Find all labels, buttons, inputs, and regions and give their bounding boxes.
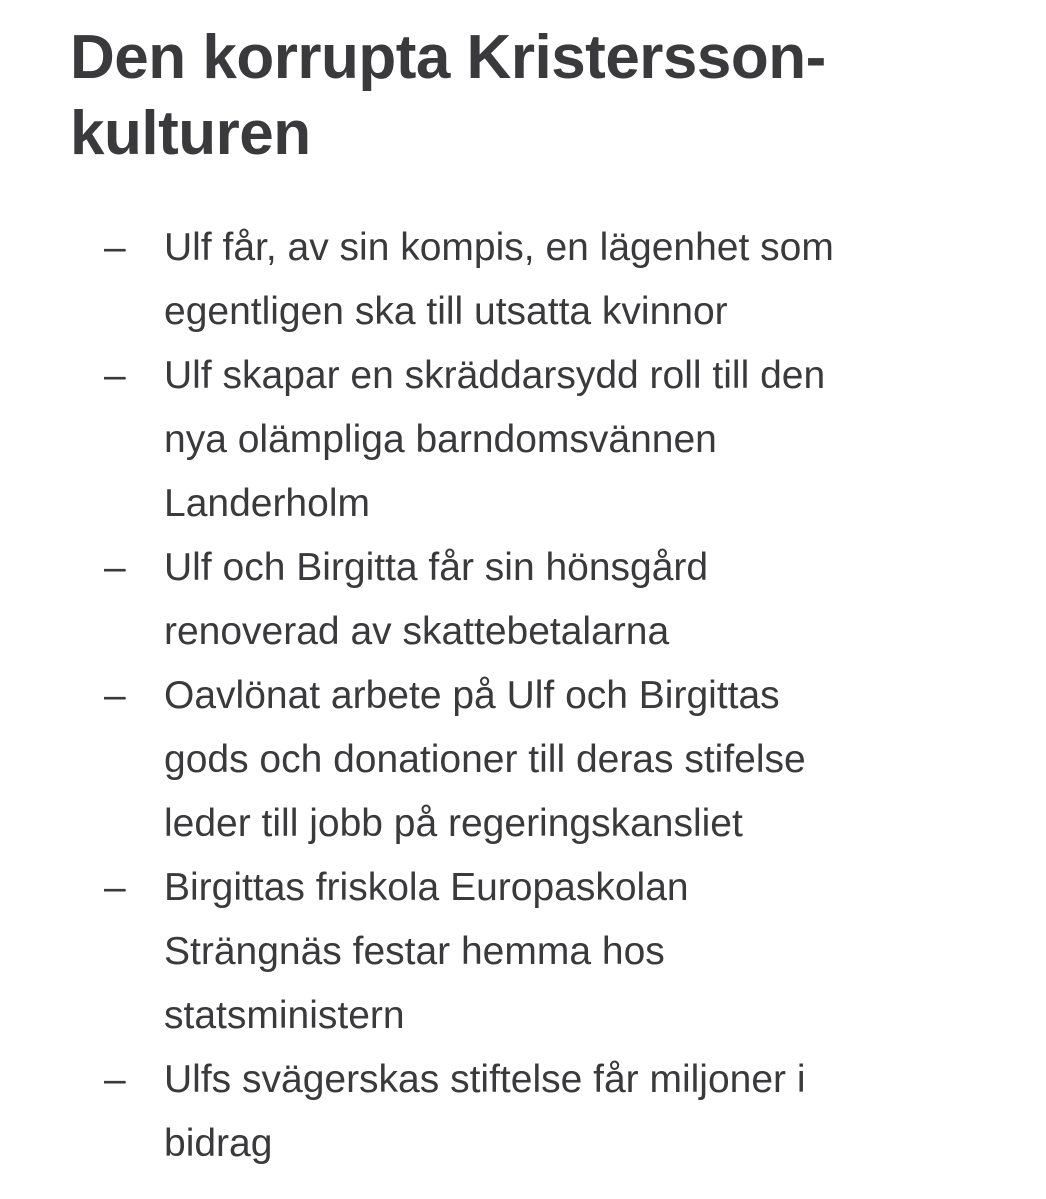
list-item-text: Ulfs svägerskas stiftelse får miljoner i bidrag bbox=[164, 1058, 806, 1165]
list-item-text: Ulf får, av sin kompis, en lägenhet som egentligen ska till utsatta kvinnor bbox=[164, 226, 834, 333]
list-item bbox=[0, 856, 1046, 1048]
list-item-text: Ulf skapar en skräddarsydd roll till den nya olämpliga barndomsvännen Landerholm bbox=[164, 354, 826, 525]
dash-bullet: – bbox=[104, 354, 126, 397]
dash-bullet: – bbox=[104, 226, 126, 269]
list-item-text: Ulf och Birgitta får sin hönsgård renoverad av skattebetalarna bbox=[164, 546, 709, 653]
dash-bullet: – bbox=[104, 866, 126, 909]
dash-bullet: – bbox=[104, 674, 126, 717]
list-item-text: Oavlönat arbete på Ulf och Birgittas gods och donationer till deras stifelse leder till jobb på regeringskansliet bbox=[164, 674, 806, 845]
list-item bbox=[0, 536, 1046, 664]
document-title: Den korrupta Kristersson-kulturen bbox=[70, 23, 826, 168]
list-item bbox=[0, 344, 1046, 536]
dash-bullet: – bbox=[104, 546, 126, 589]
bullet-list bbox=[0, 216, 1046, 1176]
list-item-text: Birgittas friskola Europaskolan Strängnäs festar hemma hos statsministern bbox=[164, 866, 689, 1037]
dash-bullet: – bbox=[104, 1058, 126, 1101]
list-item bbox=[0, 216, 1046, 344]
list-item bbox=[0, 1048, 1046, 1176]
list-item bbox=[0, 664, 1046, 856]
